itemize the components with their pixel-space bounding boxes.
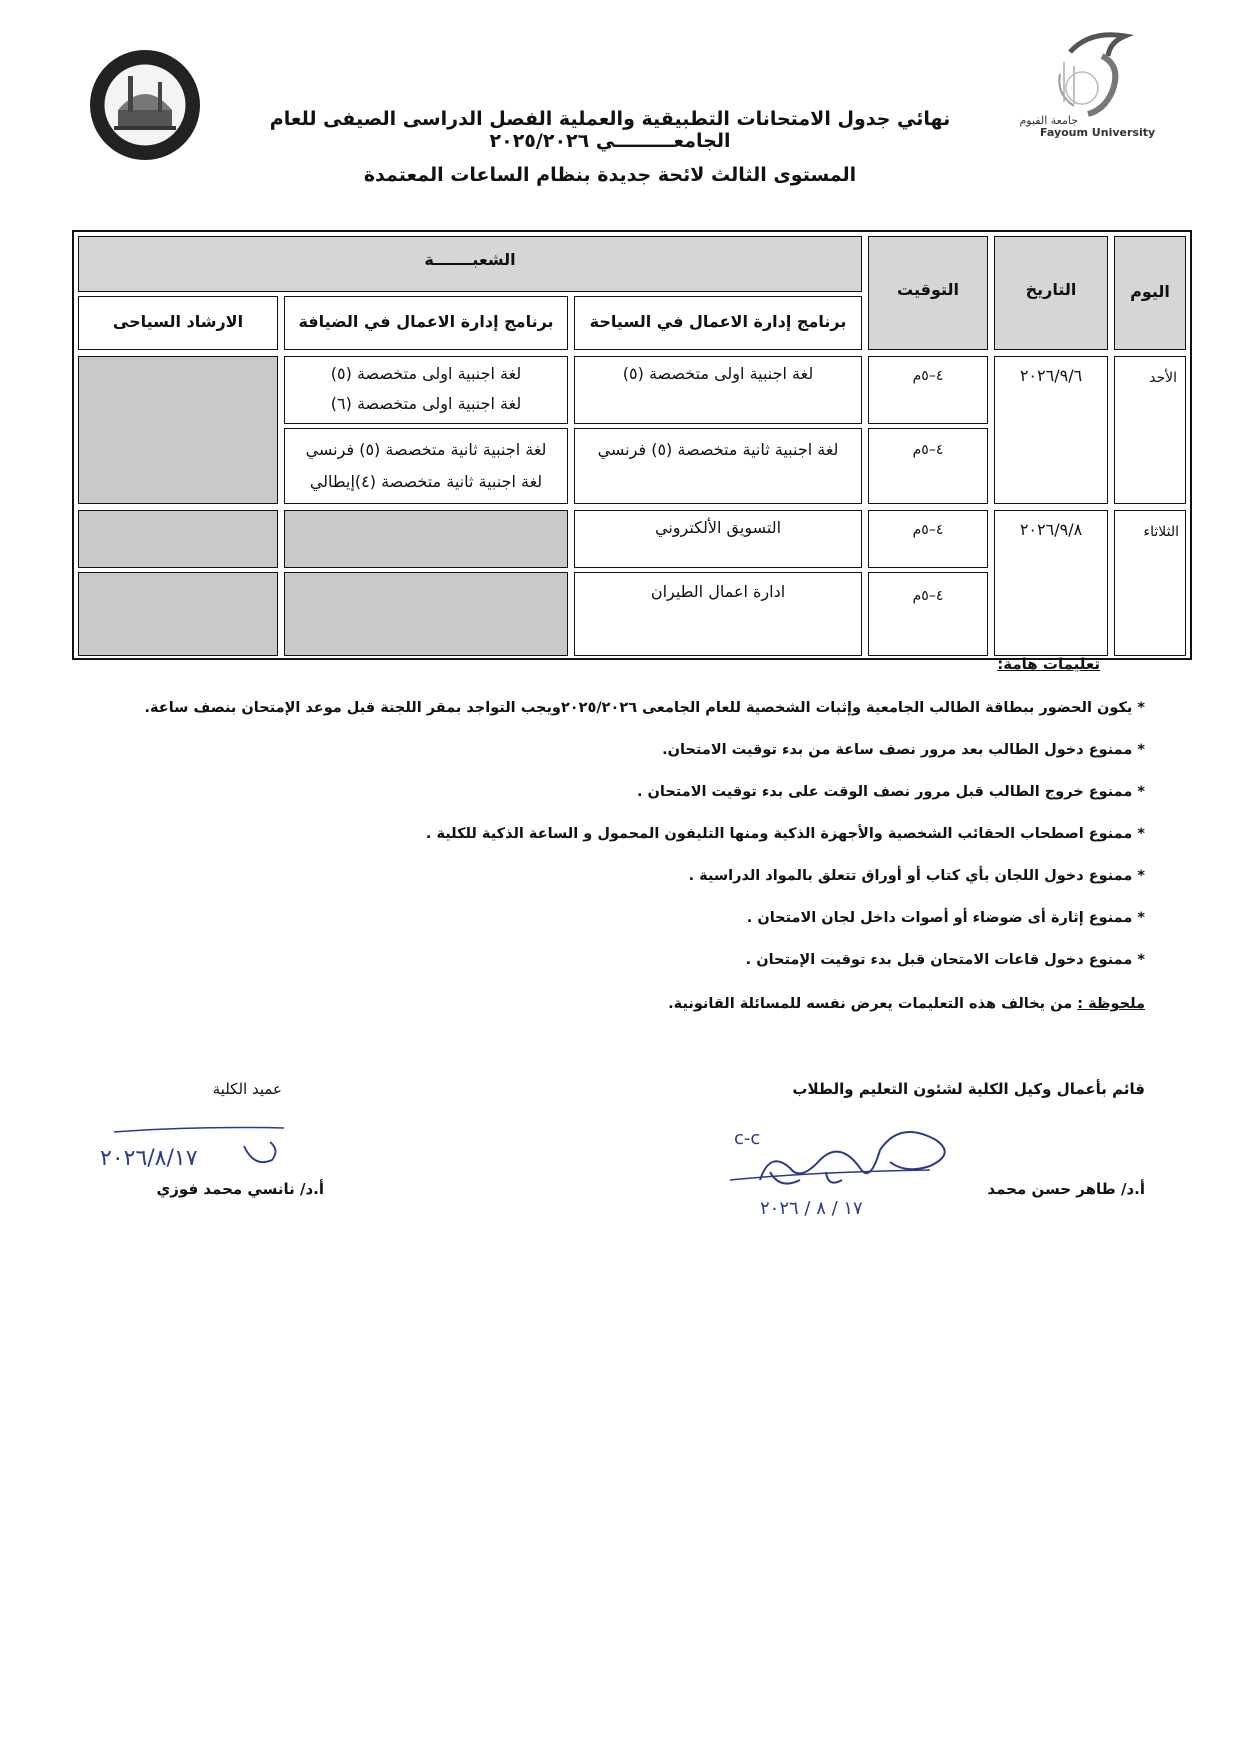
instruction-item: * ممنوع إثارة أى ضوضاء أو أصوات داخل لجان الامتحان . <box>746 910 1145 926</box>
header-time-label: التوقيت <box>897 280 959 299</box>
header-tourism-label: برنامج إدارة الاعمال في السياحة <box>589 312 847 331</box>
hospitality-exam-cell <box>284 356 568 424</box>
note-line <box>668 996 1145 1012</box>
header-date <box>994 236 1108 350</box>
time-label: ٤–٥م <box>912 522 944 538</box>
date-label: ٢٠٢٦/٩/٦ <box>1019 366 1083 385</box>
instruction-item: * ممنوع دخول الطالب بعد مرور نصف ساعة من بدء توقيت الامتحان. <box>662 742 1145 758</box>
exam-subject: لغة اجنبية اولى متخصصة (٦) <box>330 394 522 413</box>
exam-subject: التسويق الألكتروني <box>654 518 782 537</box>
exam-subject: لغة اجنبية ثانية متخصصة (٥) فرنسي <box>597 440 839 459</box>
time-cell <box>868 572 988 656</box>
header-hospitality-program <box>284 296 568 350</box>
faculty-logo <box>88 48 202 162</box>
tourism-exam-cell <box>574 356 862 424</box>
dean-name: أ.د/ نانسي محمد فوزي <box>156 1180 324 1198</box>
hospitality-empty-cell <box>284 510 568 568</box>
exam-schedule-table <box>72 230 1192 660</box>
note-label: ملحوظة : <box>1077 996 1145 1012</box>
svg-text:١٧ / ٨ / ٢٠٢٦: ١٧ / ٨ / ٢٠٢٦ <box>760 1198 863 1219</box>
exam-subject: لغة اجنبية اولى متخصصة (٥) <box>330 364 522 383</box>
header-date-label: التاريخ <box>1025 280 1077 299</box>
exam-subject: لغة اجنبية اولى متخصصة (٥) <box>622 364 814 383</box>
page-title: نهائي جدول الامتحانات التطبيقية والعملية الفصل الدراسى الصيفى للعام الجامعـــــــــي ٢٠٢٥/٢٠٢٦ <box>269 108 951 152</box>
day-label: الثلاثاء <box>1143 524 1179 540</box>
logo-arabic-text: جامعة الفيوم <box>1019 114 1078 127</box>
header-guidance-program <box>78 296 278 350</box>
time-label: ٤–٥م <box>912 442 944 458</box>
instruction-item: * يكون الحضور ببطاقة الطالب الجامعية وإثبات الشخصية للعام الجامعى ٢٠٢٥/٢٠٢٦ويجب التواجد بمقر اللجنة قبل موعد الإمتحان بنصف ساعة. <box>144 700 1145 716</box>
time-label: ٤–٥م <box>912 368 944 384</box>
page-subtitle: المستوى الثالث لائحة جديدة بنظام الساعات المعتمدة <box>363 164 857 186</box>
tourism-exam-cell <box>574 510 862 568</box>
header-tourism-program <box>574 296 862 350</box>
hospitality-empty-cell <box>284 572 568 656</box>
guidance-empty-cell <box>78 510 278 568</box>
date-cell-sunday <box>994 356 1108 504</box>
note-text: من يخالف هذه التعليمات يعرض نفسه للمسائلة القانونية. <box>668 996 1078 1012</box>
header-hospitality-label: برنامج إدارة الاعمال في الضيافة <box>298 312 554 331</box>
svg-text:٢٠٢٦/٨/١٧: ٢٠٢٦/٨/١٧ <box>100 1146 198 1171</box>
guidance-empty-cell <box>78 572 278 656</box>
time-cell <box>868 356 988 424</box>
tourism-exam-cell <box>574 572 862 656</box>
hospitality-exam-cell <box>284 428 568 504</box>
exam-subject: لغة اجنبية ثانية متخصصة (٤)إيطالي <box>309 472 543 491</box>
day-label: الأحد <box>1149 370 1177 386</box>
dean-signature <box>94 1120 304 1180</box>
day-cell-sunday <box>1114 356 1186 504</box>
vice-dean-name: أ.د/ طاهر حسن محمد <box>987 1180 1145 1198</box>
time-label: ٤–٥م <box>912 588 944 604</box>
dean-title: عميد الكلية <box>212 1080 282 1098</box>
day-cell-tuesday <box>1114 510 1186 656</box>
time-cell <box>868 510 988 568</box>
date-label: ٢٠٢٦/٩/٨ <box>1019 520 1083 539</box>
header-time <box>868 236 988 350</box>
date-cell-tuesday <box>994 510 1108 656</box>
header-day <box>1114 236 1186 350</box>
instruction-item: * ممنوع اصطحاب الحقائب الشخصية والأجهزة الذكية ومنها التليفون المحمول و الساعة الذكية للكلية . <box>425 826 1145 842</box>
instruction-item: * ممنوع خروج الطالب قبل مرور نصف الوقت على بدء توقيت الامتحان . <box>636 784 1145 800</box>
instruction-item: * ممنوع دخول قاعات الامتحان قبل بدء توقيت الإمتحان . <box>745 952 1145 968</box>
header-guidance-label: الارشاد السياحى <box>112 312 244 331</box>
time-cell <box>868 428 988 504</box>
vice-dean-title: قائم بأعمال وكيل الكلية لشئون التعليم والطلاب <box>792 1080 1145 1098</box>
vice-dean-signature <box>730 1110 960 1220</box>
svg-text:c-c: c-c <box>734 1128 761 1149</box>
university-logo <box>1019 22 1160 140</box>
logo-english-text: Fayoum University <box>1040 126 1156 139</box>
exam-subject: ادارة اعمال الطيران <box>650 582 786 601</box>
instructions-heading: تعليمات هامة: <box>997 655 1100 673</box>
header-day-label: اليوم <box>1130 282 1170 301</box>
header-division <box>78 236 862 292</box>
instruction-item: * ممنوع دخول اللجان بأي كتاب أو أوراق تتعلق بالمواد الدراسية . <box>688 868 1145 884</box>
tourism-exam-cell <box>574 428 862 504</box>
guidance-empty-cell <box>78 356 278 504</box>
exam-subject: لغة اجنبية ثانية متخصصة (٥) فرنسي <box>305 440 547 459</box>
header-division-label: الشعبـــــــة <box>424 250 516 269</box>
